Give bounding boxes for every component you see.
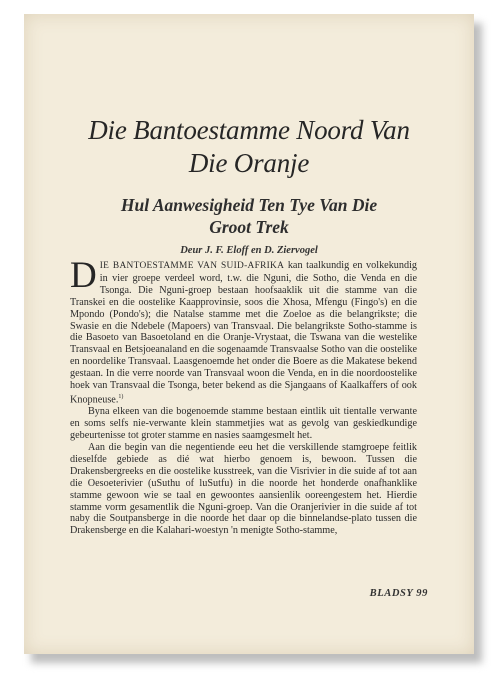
article-subtitle <box>24 194 474 238</box>
document-page <box>24 14 474 654</box>
paragraph-3: Aan die begin van die negentiende eeu het die verskillende stamgroepe feitlik dieselfde gebiede as dié wat hierbo genoem is, bewoon. Tussen die Drakensbergreeks en die oostelike kusstreek, van die Visrivier in die suide af tot aan die Oesoeterivier (uSuthu of luSutfu) in die noorde het honderde onafhanklike stamme gewoon wie se taal en gewoontes aansienlik ooreengestem het. Hierdie stamme vorm gesamentlik die Nguni-groep. Van die Oranjerivier in die suide af tot naby die Soutpansberge in die noorde het daar op die binnelandse-plato tussen die Drakensberge en die Kalahari-woestyn 'n menigte Sotho-stamme, <box>70 441 417 537</box>
paragraph-1-text: kan taalkundig en volkekundig in vier groepe verdeel word, t.w. die Nguni, die Sotho, die Venda en die Tsonga. Die Nguni-groep bestaan hoofsaaklik uit die stamme van die Transkei en die oostelike Kaapprovinsie, soos die Xhosa, Mfengu (Fingo's) en die Mpondo (Pondo's); die Natalse stamme met die Zoeloe as die belangrikste; die Swasie en die Ndebele (Mapoers) van Transvaal. Die belangrikste Sotho-stamme is die Basoeto van Basoetoland en die Oranje-Vrystaat, die Tswana van die westelike Transvaal en Betsjoeanaland en die sogenaamde Transvaalse Sotho van die oostelike en noordelike Transvaal. Laasgenoemde het onder die Boere as die Makatese bekend gestaan. In die verre noorde van Transvaal woon die Venda, en in die noordoostelike hoek van Transvaal die Tsonga, beter bekend as die Sjangaans of Kaalkaffers of ook Knopneuse. <box>70 260 417 406</box>
paragraph-1 <box>70 255 417 406</box>
footnote-mark: 1) <box>118 393 124 400</box>
paragraph-2: Byna elkeen van die bogenoemde stamme bestaan eintlik uit tientalle verwante en soms selfs nie-verwante klein stammetjies wat as gevolg van geskiedkundige gebeurtenisse tot groter stamme en nasies saamgesmelt het. <box>70 406 417 442</box>
title-line-2: Die Oranje <box>188 148 310 178</box>
page-number: BLADSY 99 <box>369 588 428 599</box>
title-line-1: Die Bantoestamme Noord Van <box>88 115 410 145</box>
drop-cap: D <box>70 255 97 296</box>
article-title <box>24 114 474 180</box>
article-byline: Deur J. F. Eloff en D. Ziervogel <box>180 245 318 256</box>
subtitle-line-2: Groot Trek <box>209 217 289 237</box>
lead-caps: IE BANTOESTAMME VAN SUID-AFRIKA <box>99 261 285 271</box>
article-body <box>70 255 417 537</box>
subtitle-line-1: Hul Aanwesigheid Ten Tye Van Die <box>120 195 378 215</box>
